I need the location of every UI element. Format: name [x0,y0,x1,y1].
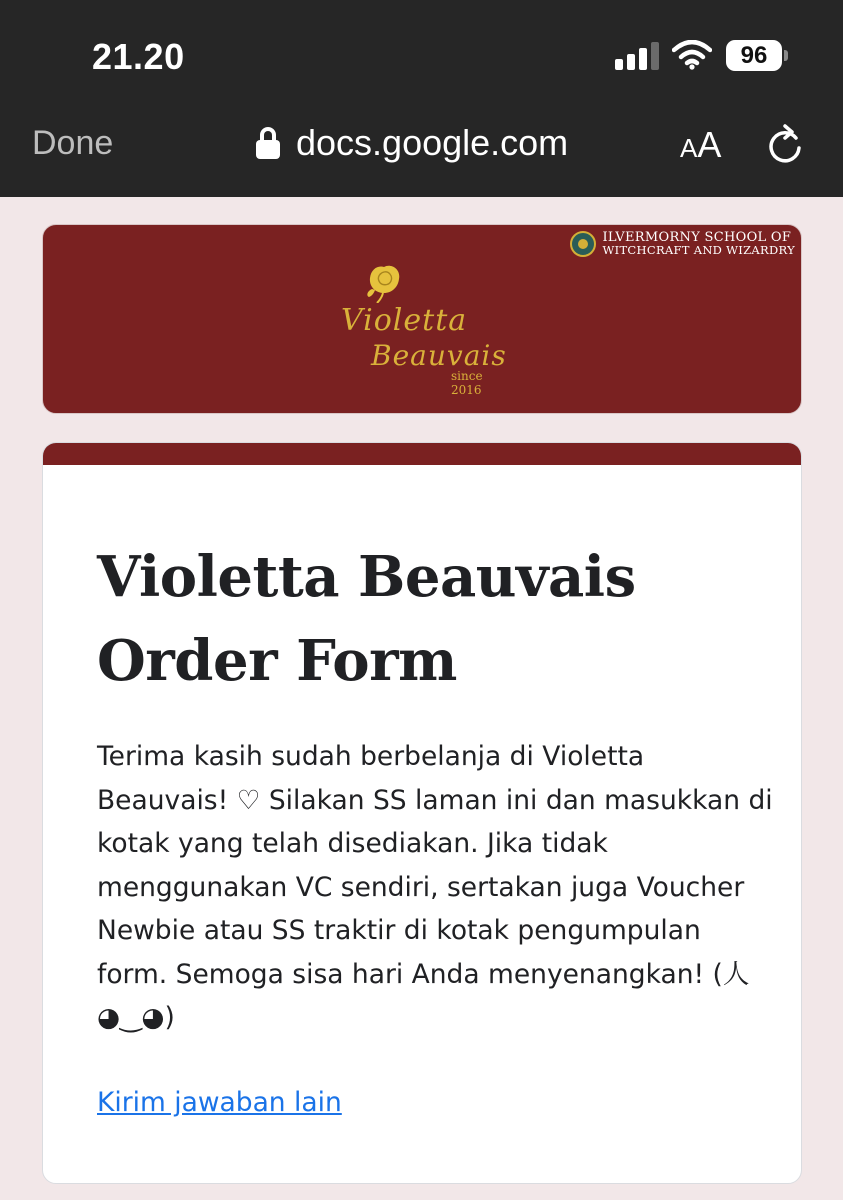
form-title: Violetta Beauvais Order Form [97,544,636,694]
wifi-icon [672,40,712,70]
browser-chrome [0,0,843,197]
text-size-large-glyph: A [697,124,722,165]
submit-another-response-link[interactable]: Kirim jawaban lain [97,1087,342,1118]
url-bar[interactable] [256,122,568,164]
rose-icon [363,263,405,303]
crest-icon [570,231,596,257]
text-size-button[interactable] [680,124,721,166]
url-text: docs.google.com [296,122,569,163]
form-confirmation-card [42,442,802,1184]
text-size-small-glyph: A [680,133,698,163]
logo-beauvais: Beauvais [371,339,507,372]
logo-violetta: Violetta [341,303,468,338]
school-name-line2: WITCHCRAFT AND WIZARDRY [602,243,795,257]
card-accent-bar [43,443,801,465]
logo-since: since 2016 [451,369,483,397]
done-button[interactable]: Done [32,124,114,162]
battery-level: 96 [726,40,782,71]
status-time: 21.20 [92,36,185,77]
school-name-line1: ILVERMORNY SCHOOL OF [602,230,792,245]
lock-icon [256,127,280,159]
header-banner [42,224,802,414]
brand-logo [335,263,515,397]
signal-icon [615,42,659,70]
reload-icon[interactable] [766,124,804,164]
form-description: Terima kasih sudah berbelanja di Violetta Beauvais! ♡ Silakan SS laman ini dan masukkan di kotak yang telah disediakan. Jika tidak menggunakan VC sendiri, sertakan juga Voucher Newbie atau SS traktir di kotak pengumpulan form. Semoga sisa hari Anda menyenangkan! (人 ◕‿◕) [97,741,773,1033]
school-badge [570,231,795,257]
battery-icon [726,40,788,71]
